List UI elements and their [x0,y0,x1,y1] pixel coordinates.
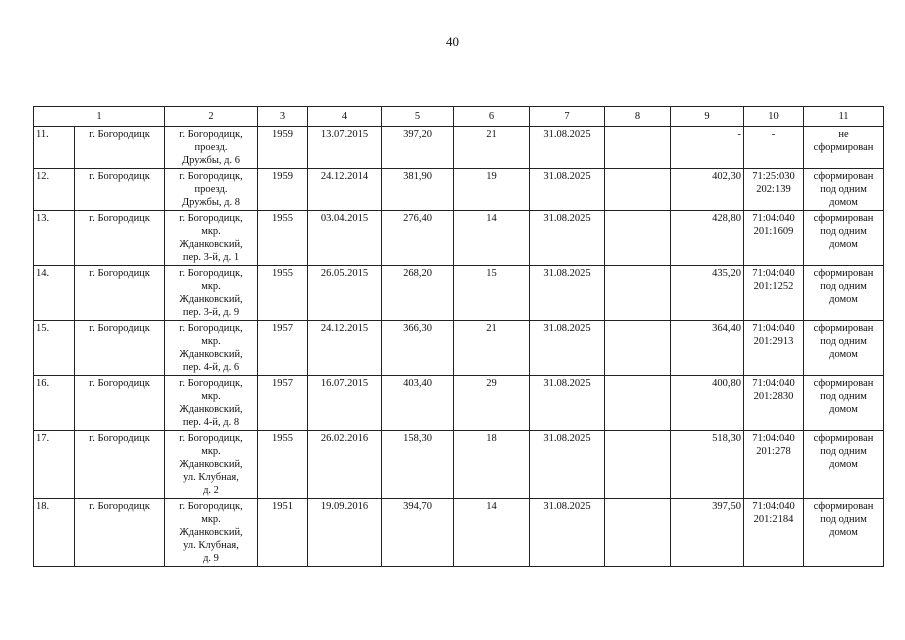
col9-cell: - [671,127,744,169]
page-number: 40 [446,34,459,49]
deadline-cell: 31.08.2025 [530,266,605,321]
address-cell-line: Жданковский, [179,349,243,360]
cadastre-cell [744,499,804,567]
address-cell [165,266,258,321]
cadastre-cell-line: 71:04:040 [752,433,795,444]
address-cell-line: Дружбы, д. 6 [182,155,240,166]
table-row [34,266,884,321]
address-cell [165,376,258,431]
row-number: 12. [34,169,75,211]
col8-cell [605,211,671,266]
address-cell-line: г. Богородицк, [179,501,243,512]
address-cell-line: г. Богородицк, [179,171,243,182]
address-cell-line: мкр. [201,446,221,457]
year-cell: 1951 [258,499,308,567]
status-cell-line: домом [829,239,858,250]
status-cell-line: сформирован [813,323,874,334]
table-row [34,376,884,431]
address-cell-line: мкр. [201,281,221,292]
cadastre-cell-line: 71:04:040 [752,213,795,224]
count-cell: 29 [454,376,530,431]
status-cell-line: не [838,129,849,140]
count-cell: 19 [454,169,530,211]
cadastre-cell [744,169,804,211]
cadastre-cell-line: 71:04:040 [752,378,795,389]
status-cell-line: под одним [820,391,867,402]
cadastre-cell-line: 201:2913 [753,336,794,347]
date-cell: 03.04.2015 [308,211,382,266]
col8-cell [605,127,671,169]
header-row [34,107,884,127]
cadastre-cell-line: 202:139 [756,184,791,195]
area-cell: 366,30 [382,321,454,376]
status-cell [804,499,884,567]
status-cell-line: под одним [820,514,867,525]
cadastre-cell-line: - [771,129,776,140]
table-row [34,499,884,567]
year-cell: 1955 [258,266,308,321]
status-cell-line: под одним [820,226,867,237]
year-cell: 1959 [258,127,308,169]
col8-cell [605,169,671,211]
table-row [34,127,884,169]
registry-table [33,106,884,567]
status-cell-line: домом [829,527,858,538]
status-cell [804,431,884,499]
status-cell-line: домом [829,459,858,470]
area-cell: 158,30 [382,431,454,499]
status-cell-line: сформирован [813,378,874,389]
address-cell-line: пер. 4-й, д. 6 [182,362,240,373]
col8-cell [605,376,671,431]
table-row [34,431,884,499]
cadastre-cell-line: 201:1252 [753,281,794,292]
status-cell [804,127,884,169]
cadastre-cell [744,431,804,499]
col9-cell: 397,50 [671,499,744,567]
header-cell-5: 5 [382,107,454,127]
settlement-cell: г. Богородицк [75,211,165,266]
status-cell [804,376,884,431]
status-cell-line: сформирован [813,142,874,153]
table-header [34,107,884,127]
address-cell-line: ул. Клубная, [183,540,239,551]
col9-cell: 428,80 [671,211,744,266]
address-cell-line: мкр. [201,336,221,347]
col9-cell: 435,20 [671,266,744,321]
table-row [34,169,884,211]
row-number: 16. [34,376,75,431]
address-cell-line: Жданковский, [179,239,243,250]
address-cell-line: пер. 3-й, д. 1 [182,252,240,263]
header-cell-4: 4 [308,107,382,127]
count-cell: 21 [454,321,530,376]
col9-cell: 518,30 [671,431,744,499]
address-cell-line: Жданковский, [179,459,243,470]
status-cell [804,211,884,266]
address-cell-line: г. Богородицк, [179,323,243,334]
date-cell: 24.12.2015 [308,321,382,376]
cadastre-cell-line: 201:278 [756,446,791,457]
count-cell: 18 [454,431,530,499]
count-cell: 14 [454,499,530,567]
date-cell: 16.07.2015 [308,376,382,431]
cadastre-cell [744,211,804,266]
col8-cell [605,431,671,499]
status-cell-line: под одним [820,184,867,195]
status-cell [804,321,884,376]
status-cell-line: сформирован [813,213,874,224]
address-cell-line: мкр. [201,226,221,237]
deadline-cell: 31.08.2025 [530,376,605,431]
count-cell: 14 [454,211,530,266]
status-cell [804,266,884,321]
header-cell-1: 1 [34,107,165,127]
address-cell-line: д. 2 [203,485,219,496]
area-cell: 268,20 [382,266,454,321]
address-cell-line: д. 9 [203,553,219,564]
table-body [34,127,884,567]
status-cell-line: сформирован [813,171,874,182]
status-cell-line: под одним [820,281,867,292]
deadline-cell: 31.08.2025 [530,127,605,169]
status-cell-line: домом [829,349,858,360]
settlement-cell: г. Богородицк [75,321,165,376]
cadastre-cell-line: 71:04:040 [752,501,795,512]
area-cell: 394,70 [382,499,454,567]
col8-cell [605,499,671,567]
status-cell-line: домом [829,197,858,208]
address-cell [165,127,258,169]
address-cell-line: Дружбы, д. 8 [182,197,240,208]
year-cell: 1957 [258,321,308,376]
cadastre-cell-line: 201:2184 [753,514,794,525]
header-cell-8: 8 [605,107,671,127]
col8-cell [605,266,671,321]
status-cell [804,169,884,211]
year-cell: 1959 [258,169,308,211]
settlement-cell: г. Богородицк [75,431,165,499]
cadastre-cell [744,321,804,376]
status-cell-line: домом [829,404,858,415]
deadline-cell: 31.08.2025 [530,499,605,567]
status-cell-line: под одним [820,336,867,347]
col9-cell: 400,80 [671,376,744,431]
address-cell-line: Жданковский, [179,294,243,305]
settlement-cell: г. Богородицк [75,169,165,211]
header-cell-2: 2 [165,107,258,127]
row-number: 11. [34,127,75,169]
header-cell-10: 10 [744,107,804,127]
table-row [34,211,884,266]
row-number: 17. [34,431,75,499]
date-cell: 13.07.2015 [308,127,382,169]
address-cell-line: г. Богородицк, [179,129,243,140]
settlement-cell: г. Богородицк [75,376,165,431]
deadline-cell: 31.08.2025 [530,169,605,211]
address-cell-line: г. Богородицк, [179,213,243,224]
address-cell [165,499,258,567]
status-cell-line: под одним [820,446,867,457]
settlement-cell: г. Богородицк [75,499,165,567]
address-cell-line: проезд. [194,184,228,195]
row-number: 15. [34,321,75,376]
deadline-cell: 31.08.2025 [530,321,605,376]
address-cell-line: г. Богородицк, [179,433,243,444]
year-cell: 1955 [258,211,308,266]
address-cell-line: проезд. [194,142,228,153]
address-cell-line: г. Богородицк, [179,378,243,389]
status-cell-line: домом [829,294,858,305]
cadastre-cell-line: 201:1609 [753,226,794,237]
count-cell: 21 [454,127,530,169]
table-row [34,321,884,376]
row-number: 18. [34,499,75,567]
status-cell-line: сформирован [813,433,874,444]
header-cell-3: 3 [258,107,308,127]
area-cell: 381,90 [382,169,454,211]
area-cell: 276,40 [382,211,454,266]
date-cell: 19.09.2016 [308,499,382,567]
cadastre-cell [744,266,804,321]
header-cell-9: 9 [671,107,744,127]
address-cell-line: пер. 3-й, д. 9 [182,307,240,318]
status-cell-line: сформирован [813,501,874,512]
cadastre-cell-line: 71:04:040 [752,323,795,334]
address-cell [165,169,258,211]
cadastre-cell-line: 71:25:030 [752,171,795,182]
status-cell-line: сформирован [813,268,874,279]
deadline-cell: 31.08.2025 [530,211,605,266]
year-cell: 1955 [258,431,308,499]
header-cell-6: 6 [454,107,530,127]
header-cell-7: 7 [530,107,605,127]
col9-cell: 364,40 [671,321,744,376]
address-cell-line: пер. 4-й, д. 8 [182,417,240,428]
settlement-cell: г. Богородицк [75,127,165,169]
address-cell-line: мкр. [201,514,221,525]
cadastre-cell-line: 71:04:040 [752,268,795,279]
header-cell-11: 11 [804,107,884,127]
area-cell: 403,40 [382,376,454,431]
address-cell [165,211,258,266]
date-cell: 26.05.2015 [308,266,382,321]
date-cell: 26.02.2016 [308,431,382,499]
address-cell-line: Жданковский, [179,527,243,538]
cadastre-cell [744,127,804,169]
address-cell-line: мкр. [201,391,221,402]
col9-cell: 402,30 [671,169,744,211]
row-number: 14. [34,266,75,321]
cadastre-cell-line: 201:2830 [753,391,794,402]
address-cell [165,431,258,499]
cadastre-cell [744,376,804,431]
address-cell-line: г. Богородицк, [179,268,243,279]
settlement-cell: г. Богородицк [75,266,165,321]
year-cell: 1957 [258,376,308,431]
area-cell: 397,20 [382,127,454,169]
row-number: 13. [34,211,75,266]
col8-cell [605,321,671,376]
address-cell-line: Жданковский, [179,404,243,415]
address-cell [165,321,258,376]
deadline-cell: 31.08.2025 [530,431,605,499]
count-cell: 15 [454,266,530,321]
address-cell-line: ул. Клубная, [183,472,239,483]
date-cell: 24.12.2014 [308,169,382,211]
